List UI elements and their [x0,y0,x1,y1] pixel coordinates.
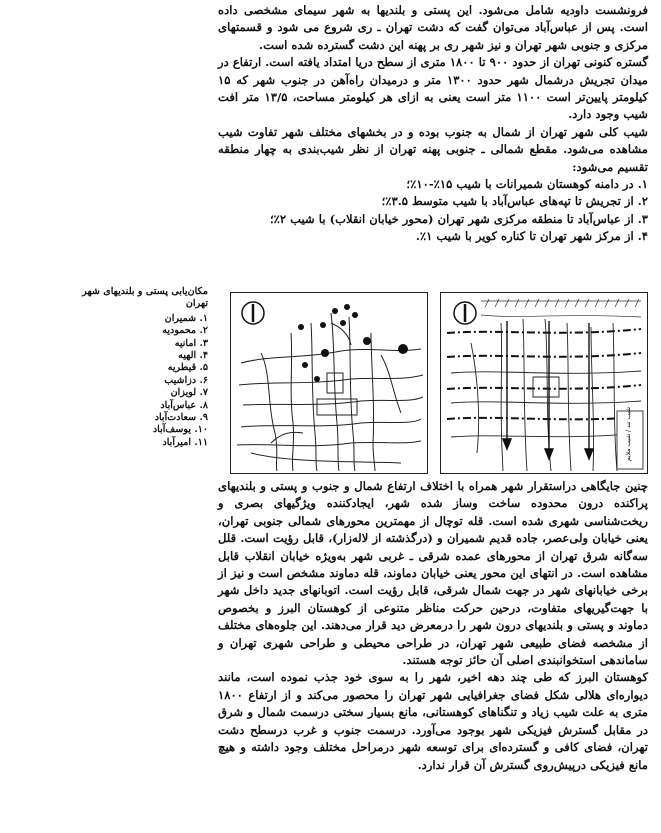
city-map-slopes [440,292,648,474]
hill-marker [302,362,308,368]
city-map-slopes-drawing [441,293,647,473]
legend-label: شیب تند / شیب ملایم [625,406,632,461]
intro-paragraph: گستره کنونی تهران از حدود ۹۰۰ تا ۱۸۰۰ متری از سطح دریا امتداد یافته است. ارتفاع در میدان تجریش درشمال شهر حدود ۱۳۰۰ متر و درمیدان راه‌آهن در جنوب شهر که ۱۵ کیلومتر پایین‌تر است ۱۱۰۰ متر است یعنی به ازای هر کیلومتر مساحت، ۱۳/۵ متر افت شیب وجود دارد. [218,55,648,122]
intro-text-block [218,2,648,246]
body-paragraphs [218,478,648,774]
caption-item: ۲. محمودیه [162,325,208,337]
body-paragraph: چنین جایگاهی دراستقرار شهر همراه با اختلاف ارتفاع شمال و جنوب و پستی و بلندیهای پراکنده درون محدوده ساخت وساز شده شهر، ایجادکننده ویژگیهای بصری و ریخت‌شناسی شهری شده است. قله توچال از مهمترین محورهای شمالی جنوبی تهران، یعنی خیابان ولی‌عصر، جاده قدیم شمیران و (درگذشته از لاله‌زار)، قابل رؤیت است. قلل سه‌گانه شرق تهران از محورهای عمده شرقی ـ غربی شهر به‌ویژه خیابان انقلاب قابل مشاهده است. در انتهای این محور یعنی خیابان دماوند، قله دماوند مشخص است و نیز از برخی خیابانهای شهر در جهت شمال شرقی، قابل رؤیت است. اتوبانهای جدید داخل شهر با جهت‌گیریهای متفاوت، درحین حرکت مناظر متنوعی از کوهستان البرز و بخصوص دماوند و پستی و بلندیهای درون شهر را درمعرض دید قرار می‌دهند. این جلوه‌های مختلف از مشخصه فضای طبیعی شهر تهران، در طراحی محیطی و طراحی شهری تهران و ساماندهی استخوانبندی اصلی آن حائز توجه هستند. [218,479,648,668]
slope-zone-list [218,176,648,246]
mountain-hatch [481,299,641,317]
street-network [237,313,423,471]
north-arrow-icon [242,302,264,324]
figure-caption [62,286,208,449]
caption-item: ۱. شمیران [164,312,208,324]
caption-item: ۵. قیطریه [167,362,208,374]
hill-marker [320,322,326,328]
slope-zone-item: ۱. در دامنه کوهستان شمیرانات با شیب ۱۵٪-۱۰٪؛ [406,177,648,192]
caption-item: ۳. امانیه [174,337,208,349]
intro-paragraph: شیب کلی شهر تهران از شمال به جنوب بوده و در بخشهای مختلف شهر تفاوت شیب مشاهده می‌شود. مقطع شمالی ـ جنوبی پهنه تهران از نظر شیب‌بندی به چهار منطقه تقسیم می‌شود: [218,124,648,174]
hill-marker [344,304,350,310]
slope-zone-item: ۴. از مرکز شهر تهران تا کناره کویر با شیب ۱٪. [415,229,648,244]
street-network [451,319,641,471]
caption-item: ۱۰. یوسف‌آباد [152,424,208,436]
city-map-hills [230,292,428,474]
intro-paragraphs [218,2,648,176]
caption-title: مکان‌یابی پستی و بلندیهای شهر تهران [82,286,208,310]
body-paragraph: کوهستان البرز که طی چند دهه اخیر، شهر را به سوی خود جذب نموده است، مانند دیواره‌ای هلالی شکل فضای جغرافیایی شهر تهران را محصور می‌کند و از ارتفاع ۱۸۰۰ متری به علت شیب زیاد و تنگناهای کوهستانی، مانع بسیار سختی درسمت شمال و شرق در مقابل گسترش فیزیکی شهر بوجود می‌آورد. درسمت جنوب و غرب درسطح دشت تهران، فضای کافی و گسترده‌ای برای توسعه شهر درمراحل مختلف وجود داشته و هیچ مانع فیزیکی درپیش‌روی گسترش آن قرار ندارد. [218,670,648,772]
caption-list [62,313,208,449]
city-map-hills-drawing [231,293,427,473]
slope-zone-item: ۲. از تجریش تا تپه‌های عباس‌آباد با شیب متوسط ۳.۵٪؛ [381,194,648,209]
hill-marker [332,308,338,314]
slope-zone-item: ۳. از عباس‌آباد تا منطقه مرکزی شهر تهران (محور خیابان انقلاب) با شیب ۲٪؛ [269,211,648,226]
hill-marker [298,324,304,330]
hill-marker [340,320,346,326]
hill-marker [352,312,358,318]
body-text-block [218,478,648,774]
hill-marker [398,344,408,354]
caption-item: ۶. دزاشیب [164,374,208,386]
hill-marker [363,337,371,345]
caption-item: ۷. لویزان [170,387,208,399]
caption-item: ۴. الهیه [178,350,208,362]
hill-marker [314,376,320,382]
caption-item: ۱۱. امیرآباد [162,436,208,448]
intro-paragraph: فرونشست داودیه شامل می‌شود. این پستی و بلندیها به شهر سیمای مشخصی داده است. پس از عباس‌آباد می‌توان گفت که دشت تهران ـ ری شروع می شود و قسمتهای مرکزی و جنوبی شهر تهران و نیز شهر ری بر پهنه این دشت گسترده شده است. [218,3,648,52]
caption-item: ۸. عباس‌آباد [160,399,208,411]
hill-markers [298,304,408,382]
hill-marker [321,349,329,357]
slope-arrows [503,321,593,459]
caption-item: ۹. سعادت‌آباد [154,412,208,424]
legend-box [617,407,643,469]
north-arrow-icon [454,302,476,324]
